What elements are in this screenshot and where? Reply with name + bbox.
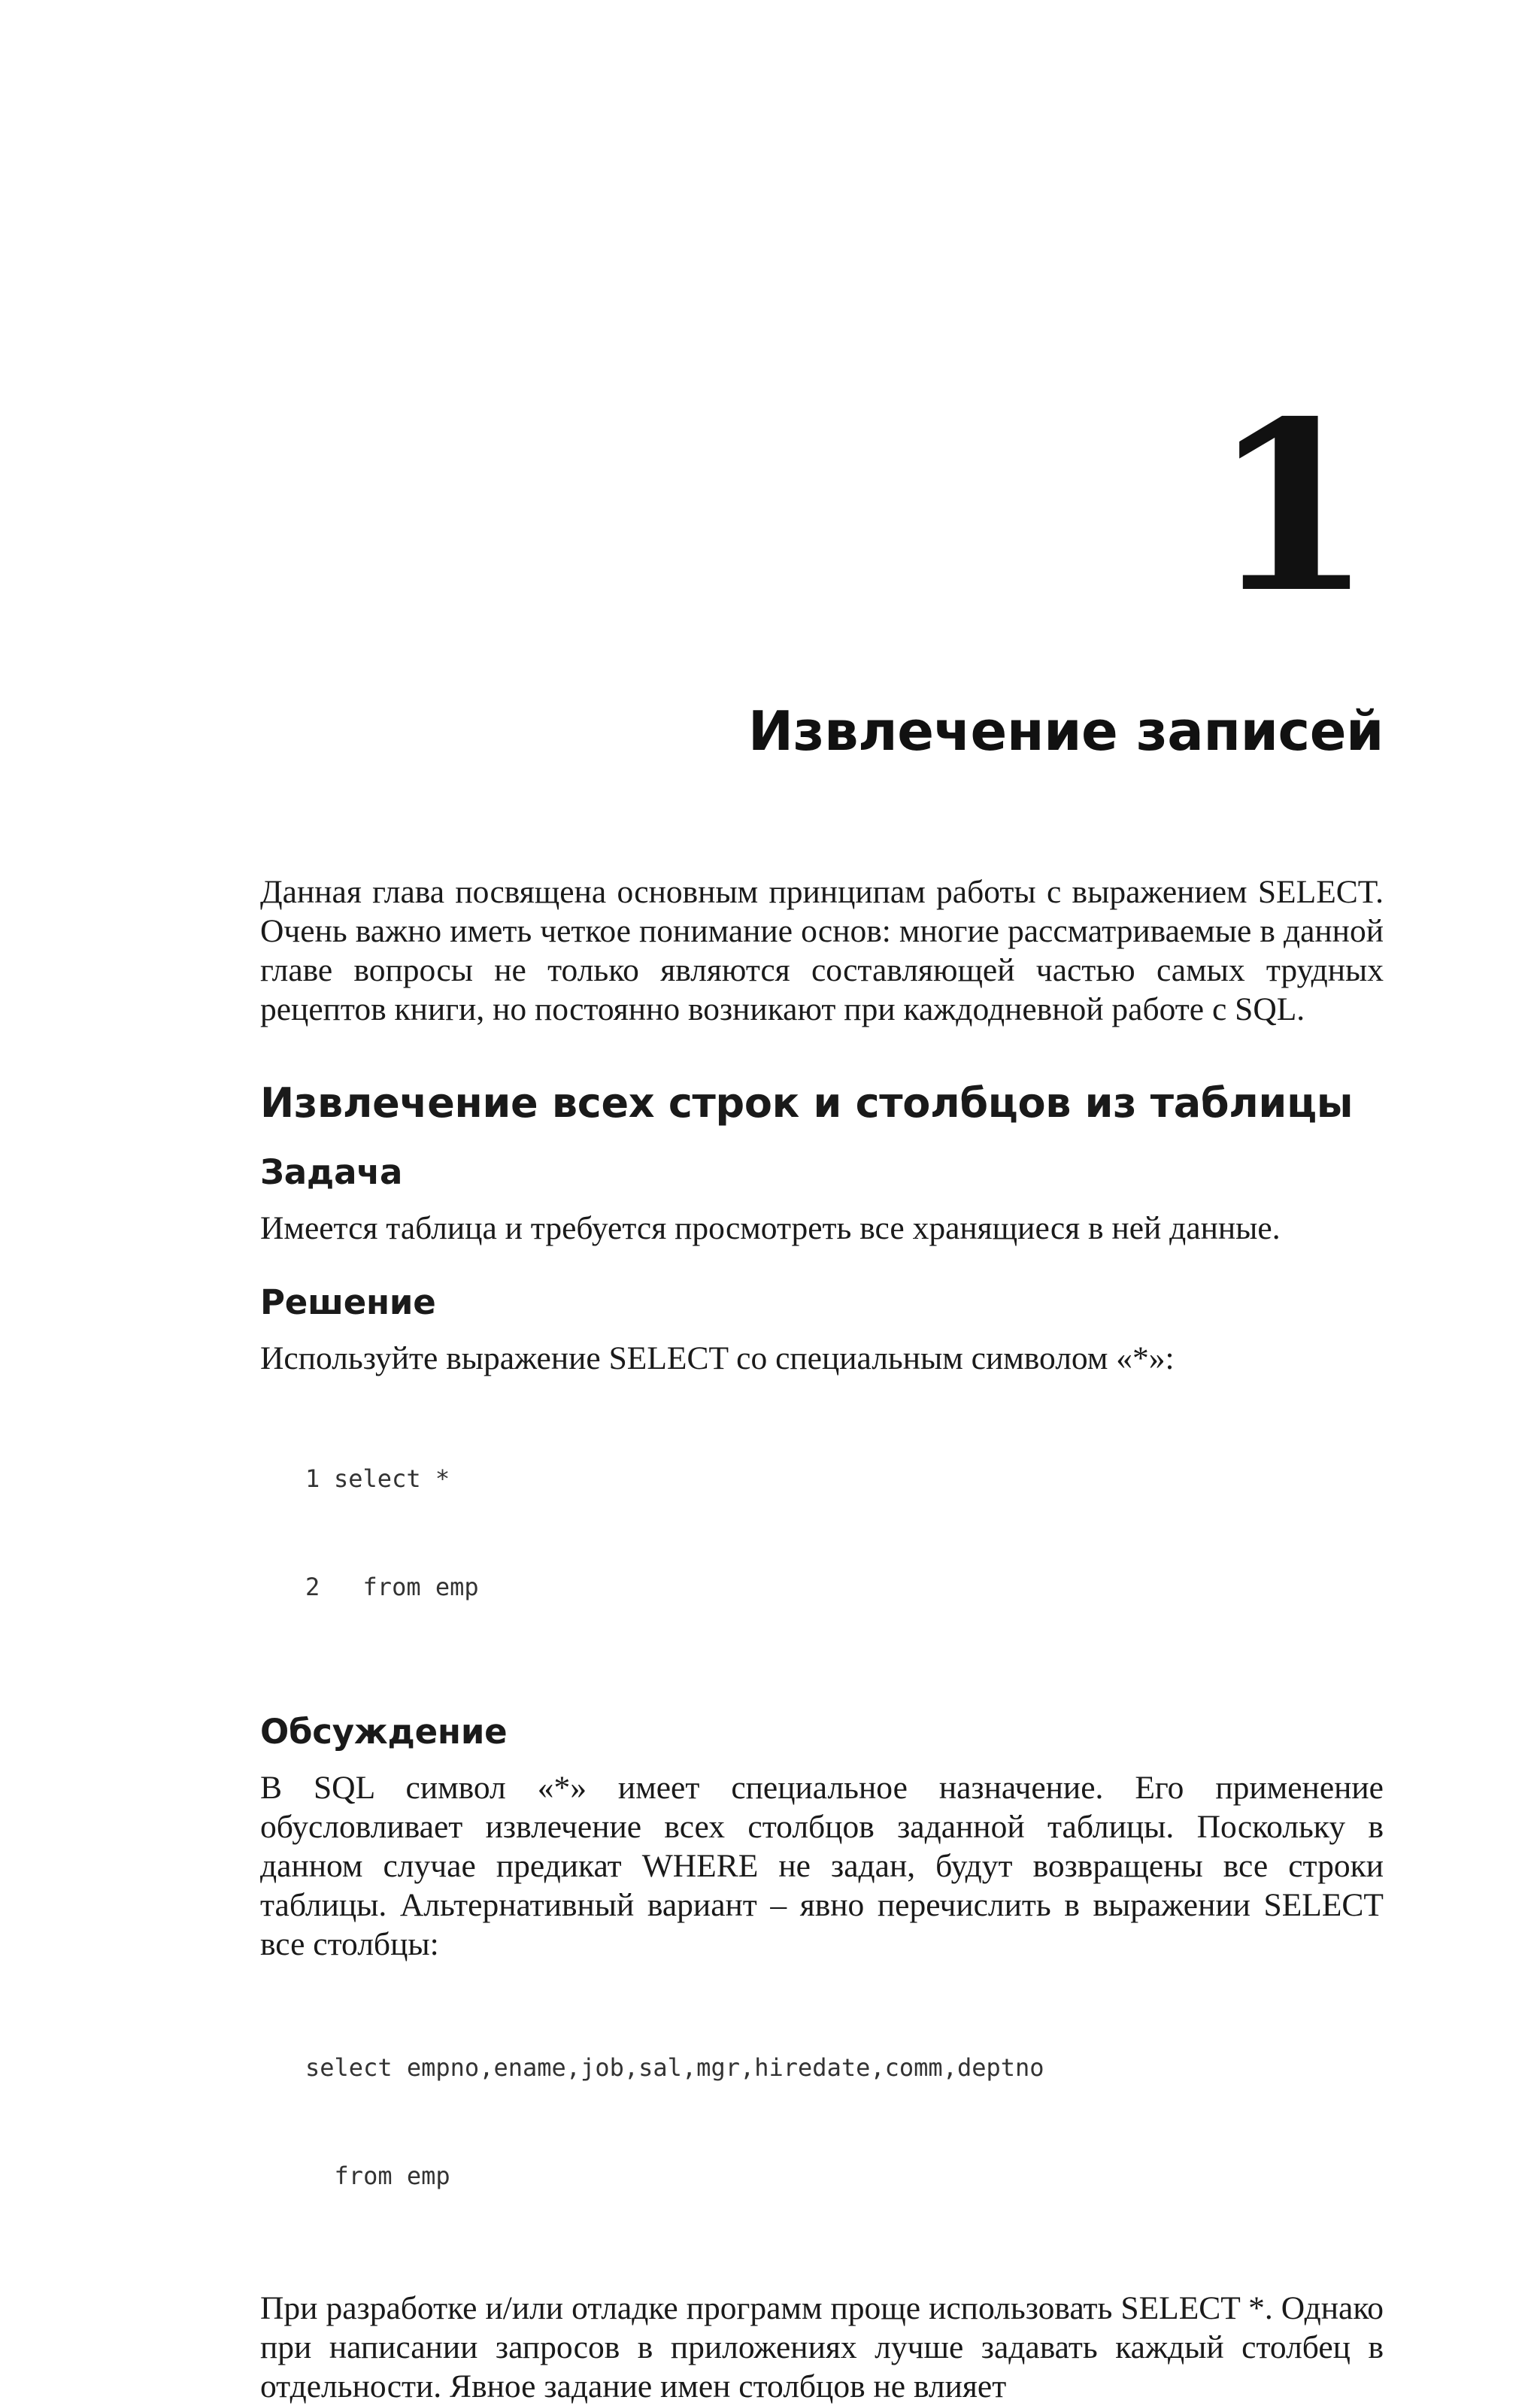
solution-heading: Решение xyxy=(260,1282,436,1322)
intro-paragraph: Данная глава посвящена основным принципам работы с выражением SELECT. Очень важно иметь четкое понимание основ: многие рассматриваемые в данной главе вопросы не только являются составляющей частью самых трудных рецептов книги, но постоянно возникают при каждодневной работе с SQL. xyxy=(260,874,1384,1027)
discussion-code-block xyxy=(305,1977,1384,2266)
discussion-paragraph-1: В SQL символ «*» имеет специальное назначение. Его применение обусловливает извлечение всех столбцов заданной таблицы. Поскольку в данном случае предикат WHERE не задан, будут возвращены все строки таблицы. Альтернативный вариант – явно перечислить в выражении SELECT все столбцы: xyxy=(260,1770,1384,1962)
discussion-paragraph-2: При разработке и/или отладке программ проще использовать SELECT *. Однако при написании запросов в приложениях лучше задавать каждый столбец в отдельности. Явное задание имен столбцов не влияет xyxy=(260,2290,1384,2404)
code-text: from emp xyxy=(334,1573,479,1601)
section-title: Извлечение всех строк и столбцов из таблицы xyxy=(260,1079,1354,1127)
line-number: 1 xyxy=(305,1464,320,1493)
code-line xyxy=(305,1461,1384,1497)
chapter-number: 1 xyxy=(1211,371,1373,645)
chapter-title: Извлечение записей xyxy=(747,699,1384,763)
code-line: from emp xyxy=(305,2162,450,2190)
problem-heading: Задача xyxy=(260,1152,403,1192)
chapter-body xyxy=(260,872,1384,2406)
code-line xyxy=(305,1569,1384,1605)
discussion-heading: Обсуждение xyxy=(260,1712,508,1752)
problem-text: Имеется таблица и требуется просмотреть все хранящиеся в ней данные. xyxy=(260,1210,1281,1246)
code-text: select * xyxy=(334,1464,450,1493)
line-number: 2 xyxy=(305,1573,320,1601)
solution-code-block xyxy=(305,1388,1384,1677)
code-line: select empno,ename,job,sal,mgr,hiredate,comm,deptno xyxy=(305,2053,1044,2082)
solution-text: Используйте выражение SELECT со специальным символом «*»: xyxy=(260,1340,1175,1376)
